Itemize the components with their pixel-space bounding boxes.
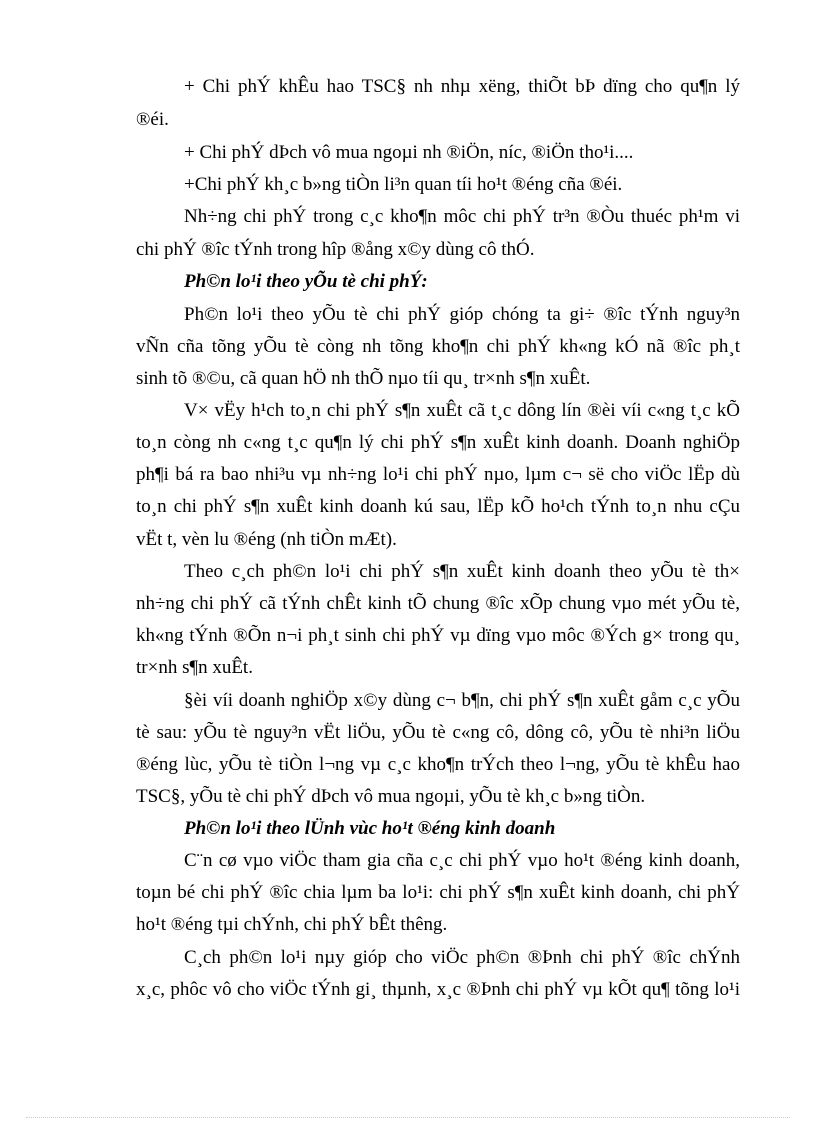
text-line: C¨n cø vµo viÖc tham gia cña c¸c chi phÝ vµo ho¹t ®éng kinh doanh, xyxy=(184,850,740,871)
text-line: sinh tõ ®©u, cã quan hÖ nh thÕ nµo tíi qu¸ tr×nh s¶n xuÊt. xyxy=(136,368,591,389)
text-line: chi phÝ ®îc tÝnh trong hîp ®ång x©y dùng cô thÓ. xyxy=(136,239,535,260)
text-line: vÑn cña tõng yÕu tè còng nh tõng kho¶n chi phÝ kh«ng kÓ nã ®îc ph¸t xyxy=(136,336,740,357)
text-line: to¸n chi phÝ s¶n xuÊt kinh doanh kú sau, lËp kÕ ho¹ch tÝnh to¸n nhu cÇu xyxy=(136,496,740,517)
section-heading: Ph©n lo¹i theo yÕu tè chi phÝ: xyxy=(184,271,428,292)
text-line: Theo c¸ch ph©n lo¹i chi phÝ s¶n xuÊt kinh doanh theo yÕu tè th× xyxy=(184,561,740,582)
text-line: x¸c, phôc vô cho viÖc tÝnh gi¸ thµnh, x¸c ®Þnh chi phÝ vµ kÕt qu¶ tõng lo¹i xyxy=(136,979,740,1000)
page-bottom-divider xyxy=(26,1117,790,1118)
text-line: TSC§, yÕu tè chi phÝ dÞch vô mua ngoµi, yÕu tè kh¸c b»ng tiÒn. xyxy=(136,786,646,807)
text-line: Nh÷ng chi phÝ trong c¸c kho¶n môc chi phÝ tr³n ®Òu thuéc ph¹m vi xyxy=(184,206,740,227)
text-line: ph¶i bá ra bao nhi³u vµ nh÷ng lo¹i chi phÝ nµo, lµm c¬ së cho viÖc lËp dù xyxy=(136,464,740,485)
text-line: tr×nh s¶n xuÊt. xyxy=(136,657,253,678)
text-line: + Chi phÝ khÊu hao TSC§ nh nhµ xëng, thiÕt bÞ dïng cho qu¶n lý xyxy=(184,76,740,97)
text-line: ®éi. xyxy=(136,109,169,130)
text-line: nh÷ng chi phÝ cã tÝnh chÊt kinh tÕ chung ®îc xÕp chung vµo mét yÕu tè, xyxy=(136,593,740,614)
text-line: toµn bé chi phÝ ®îc chia lµm ba lo¹i: chi phÝ s¶n xuÊt kinh doanh, chi phÝ xyxy=(136,882,740,903)
text-line: C¸ch ph©n lo¹i nµy gióp cho viÖc ph©n ®Þnh chi phÝ ®îc chÝnh xyxy=(184,947,740,968)
text-line: ho¹t ®éng tµi chÝnh, chi phÝ bÊt thêng. xyxy=(136,914,448,935)
text-line: + Chi phÝ dÞch vô mua ngoµi nh ®iÖn, níc, ®iÖn tho¹i.... xyxy=(184,142,634,163)
text-line: vËt t, vèn lu ®éng (nh tiÒn mÆt). xyxy=(136,529,397,550)
text-line: tè sau: yÕu tè nguy³n vËt liÖu, yÕu tè c«ng cô, dông cô, yÕu tè nhi³n liÖu xyxy=(136,722,740,743)
text-line: to¸n còng nh c«ng t¸c qu¶n lý chi phÝ s¶n xuÊt kinh doanh. Doanh nghiÖp xyxy=(136,432,740,453)
text-line: V× vËy h¹ch to¸n chi phÝ s¶n xuÊt cã t¸c dông lín ®èi víi c«ng t¸c kÕ xyxy=(184,400,740,421)
text-line: +Chi phÝ kh¸c b»ng tiÒn li³n quan tíi ho¹t ®éng cña ®éi. xyxy=(184,174,623,195)
text-line: §èi víi doanh nghiÖp x©y dùng c¬ b¶n, chi phÝ s¶n xuÊt gåm c¸c yÕu xyxy=(184,690,740,711)
section-heading: Ph©n lo¹i theo lÜnh vùc ho¹t ®éng kinh doanh xyxy=(184,818,556,839)
text-line: Ph©n lo¹i theo yÕu tè chi phÝ gióp chóng ta gi÷ ®îc tÝnh nguy³n xyxy=(184,304,740,325)
text-line: ®éng lùc, yÕu tè tiÒn l¬ng vµ c¸c kho¶n trÝch theo l¬ng, yÕu tè khÊu hao xyxy=(136,754,740,775)
text-line: kh«ng tÝnh ®Õn n¬i ph¸t sinh chi phÝ vµ dïng vµo môc ®Ých g× trong qu¸ xyxy=(136,625,740,646)
